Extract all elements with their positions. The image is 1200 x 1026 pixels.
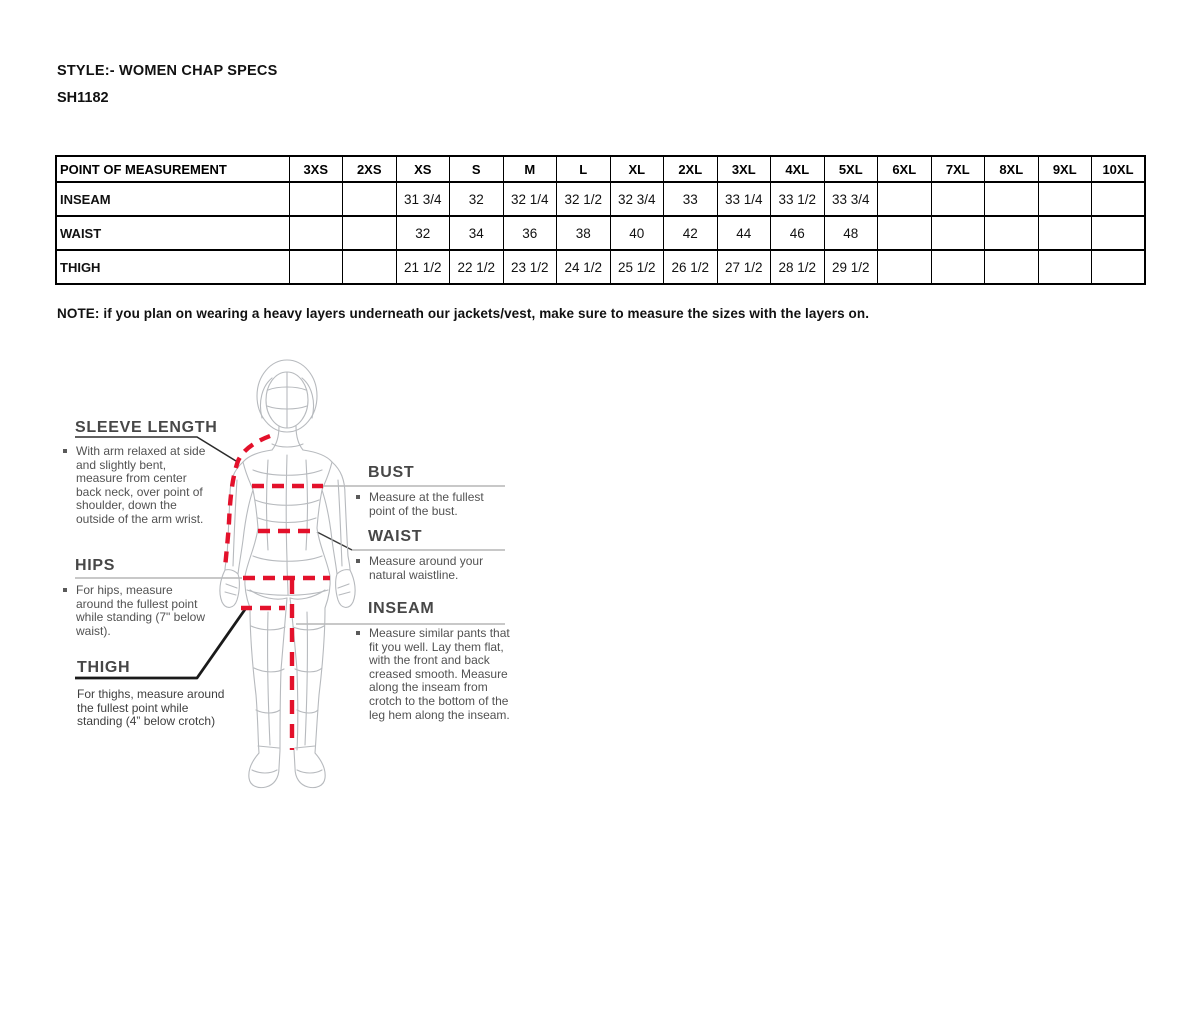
- size-value-cell: 46: [771, 216, 825, 250]
- size-value-cell: [985, 250, 1039, 284]
- style-number: SH1182: [57, 90, 109, 106]
- size-value-cell: 25 1/2: [610, 250, 664, 284]
- sleeve-length-label: SLEEVE LENGTH: [75, 419, 218, 436]
- size-value-cell: [878, 182, 932, 216]
- sleeve-length-description: With arm relaxed at side and slightly bent, measure from center back neck, over point of shoulder, down the outside of the arm wrist.: [63, 445, 209, 527]
- size-value-cell: 33 1/4: [717, 182, 771, 216]
- size-column-header: 9XL: [1038, 156, 1092, 182]
- size-column-header: S: [450, 156, 504, 182]
- size-value-cell: 38: [557, 216, 611, 250]
- size-value-cell: [1038, 216, 1092, 250]
- size-column-header: XS: [396, 156, 450, 182]
- size-value-cell: 21 1/2: [396, 250, 450, 284]
- size-column-header: 6XL: [878, 156, 932, 182]
- size-value-cell: [878, 216, 932, 250]
- table-header-row: [56, 156, 1145, 182]
- table-row: [56, 216, 1145, 250]
- note-text: NOTE: if you plan on wearing a heavy layers underneath our jackets/vest, make sure to measure the sizes with the layers on.: [57, 306, 870, 321]
- bullet-square-icon: [356, 631, 360, 635]
- table-row: [56, 182, 1145, 216]
- size-value-cell: [1092, 216, 1146, 250]
- body-figure: [220, 360, 355, 788]
- size-value-cell: [289, 216, 343, 250]
- thigh-description: For thighs, measure around the fullest point while standing (4” below crotch): [77, 687, 225, 729]
- pom-column-header: POINT OF MEASUREMENT: [56, 156, 289, 182]
- size-value-cell: 48: [824, 216, 878, 250]
- size-value-cell: 26 1/2: [664, 250, 718, 284]
- size-value-cell: [343, 216, 397, 250]
- size-value-cell: [931, 250, 985, 284]
- size-value-cell: [1092, 182, 1146, 216]
- size-value-cell: 24 1/2: [557, 250, 611, 284]
- size-column-header: 4XL: [771, 156, 825, 182]
- size-value-cell: 32 1/4: [503, 182, 557, 216]
- size-spec-table-wrapper: [55, 155, 1146, 285]
- size-value-cell: [343, 182, 397, 216]
- size-column-header: 3XL: [717, 156, 771, 182]
- size-value-cell: 34: [450, 216, 504, 250]
- size-spec-table: [55, 155, 1146, 285]
- size-value-cell: [931, 216, 985, 250]
- size-value-cell: 22 1/2: [450, 250, 504, 284]
- bust-description: Measure at the fullest point of the bust.: [356, 491, 498, 518]
- size-value-cell: [343, 250, 397, 284]
- size-value-cell: 32: [450, 182, 504, 216]
- size-value-cell: [1038, 182, 1092, 216]
- bullet-square-icon: [63, 449, 67, 453]
- size-value-cell: 27 1/2: [717, 250, 771, 284]
- measurement-row-label: WAIST: [56, 216, 289, 250]
- size-value-cell: 36: [503, 216, 557, 250]
- size-value-cell: 28 1/2: [771, 250, 825, 284]
- size-column-header: 8XL: [985, 156, 1039, 182]
- hips-description: For hips, measure around the fullest point while standing (7" below waist).: [63, 584, 213, 638]
- size-value-cell: 44: [717, 216, 771, 250]
- page-title: STYLE:- WOMEN CHAP SPECS: [57, 63, 278, 79]
- size-value-cell: 32: [396, 216, 450, 250]
- bullet-square-icon: [356, 495, 360, 499]
- inseam-label: INSEAM: [368, 600, 435, 617]
- size-value-cell: 31 3/4: [396, 182, 450, 216]
- size-value-cell: 23 1/2: [503, 250, 557, 284]
- size-value-cell: [289, 250, 343, 284]
- size-column-header: 7XL: [931, 156, 985, 182]
- size-column-header: 5XL: [824, 156, 878, 182]
- size-value-cell: 42: [664, 216, 718, 250]
- table-row: [56, 250, 1145, 284]
- size-column-header: L: [557, 156, 611, 182]
- bust-label: BUST: [368, 464, 415, 481]
- hips-label: HIPS: [75, 557, 116, 574]
- size-value-cell: 33 1/2: [771, 182, 825, 216]
- size-column-header: 10XL: [1092, 156, 1146, 182]
- size-value-cell: [289, 182, 343, 216]
- waist-label: WAIST: [368, 528, 423, 545]
- size-value-cell: [931, 182, 985, 216]
- size-column-header: 3XS: [289, 156, 343, 182]
- size-value-cell: 40: [610, 216, 664, 250]
- thigh-label: THIGH: [77, 659, 131, 676]
- inseam-description: Measure similar pants that fit you well. Lay them flat, with the front and back creased smooth. Measure along the inseam from crotch to the bottom of the leg hem along the inseam.: [356, 627, 516, 722]
- size-value-cell: 32 1/2: [557, 182, 611, 216]
- size-value-cell: [985, 216, 1039, 250]
- measurement-row-label: INSEAM: [56, 182, 289, 216]
- size-column-header: XL: [610, 156, 664, 182]
- size-value-cell: 33: [664, 182, 718, 216]
- bullet-square-icon: [356, 559, 360, 563]
- size-value-cell: [1092, 250, 1146, 284]
- measurement-row-label: THIGH: [56, 250, 289, 284]
- size-column-header: 2XL: [664, 156, 718, 182]
- size-column-header: M: [503, 156, 557, 182]
- size-value-cell: 33 3/4: [824, 182, 878, 216]
- size-value-cell: 29 1/2: [824, 250, 878, 284]
- size-value-cell: 32 3/4: [610, 182, 664, 216]
- bullet-square-icon: [63, 588, 67, 592]
- waist-description: Measure around your natural waistline.: [356, 555, 498, 582]
- size-value-cell: [878, 250, 932, 284]
- size-value-cell: [1038, 250, 1092, 284]
- size-value-cell: [985, 182, 1039, 216]
- size-column-header: 2XS: [343, 156, 397, 182]
